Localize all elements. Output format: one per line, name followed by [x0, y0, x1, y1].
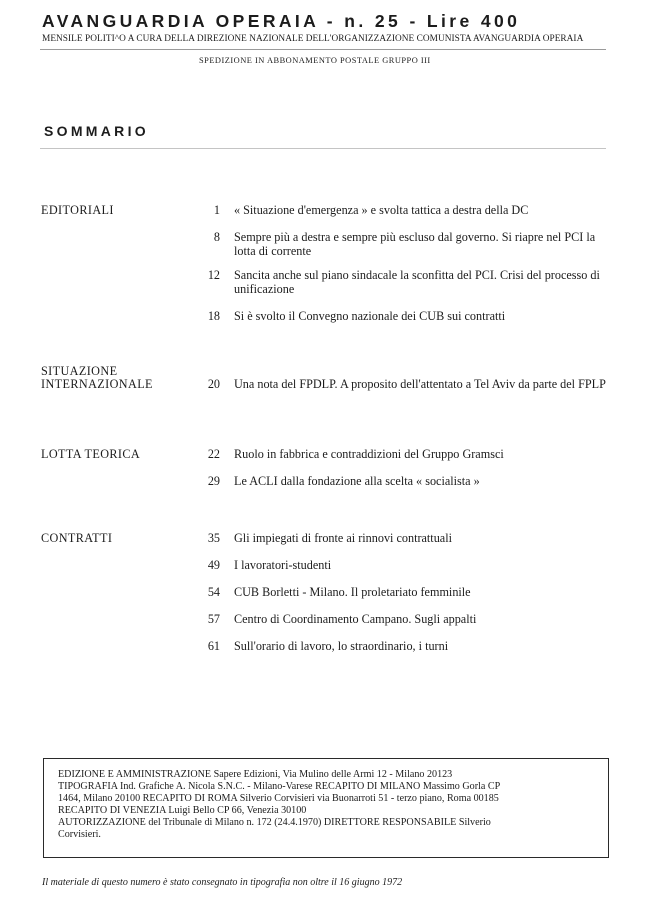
toc-page-number: 22	[207, 447, 220, 461]
imprint-line: RECAPITO DI VENEZIA Luigi Bello CP 66, Venezia 30100	[58, 805, 307, 816]
toc-page-number: 61	[207, 639, 220, 653]
print-date-note: Il materiale di questo numero è stato consegnato in tipografia non oltre il 16 giugno 1972	[42, 877, 403, 888]
postal-shipping-note: SPEDIZIONE IN ABBONAMENTO POSTALE GRUPPO III	[199, 56, 431, 65]
table-of-contents-heading: SOMMARIO	[44, 123, 149, 139]
imprint-line: AUTORIZZAZIONE del Tribunale di Milano n. 172 (24.4.1970) DIRETTORE RESPONSABILE Silverio	[58, 817, 491, 828]
toc-page-number: 18	[207, 309, 220, 323]
toc-article-title: Sancita anche sul piano sindacale la sconfitta del PCI. Crisi del processo di unificazione	[234, 268, 600, 296]
imprint-box	[43, 758, 609, 858]
toc-article-title: Sull'orario di lavoro, lo straordinario, i turni	[234, 639, 449, 653]
toc-page-number: 57	[207, 612, 220, 626]
toc-page-number: 20	[207, 377, 220, 391]
toc-page-number: 54	[207, 585, 220, 599]
toc-article-title: Ruolo in fabbrica e contraddizioni del Gruppo Gramsci	[234, 447, 504, 461]
toc-article-title: Sempre più a destra e sempre più escluso dal governo. Si riapre nel PCI la lotta di corrente	[234, 230, 596, 258]
toc-article-title: I lavoratori-studenti	[234, 558, 332, 572]
toc-article-title: CUB Borletti - Milano. Il proletariato femminile	[234, 585, 471, 599]
imprint-line: EDIZIONE E AMMINISTRAZIONE Sapere Edizioni, Via Mulino delle Armi 12 - Milano 20123	[58, 769, 453, 780]
toc-article-title: Si è svolto il Convegno nazionale dei CUB sui contratti	[234, 309, 506, 323]
toc-article-title: Le ACLI dalla fondazione alla scelta « socialista »	[234, 474, 480, 488]
toc-article-title: Gli impiegati di fronte ai rinnovi contrattuali	[234, 531, 452, 545]
masthead-rule	[40, 49, 606, 50]
toc-page-number: 12	[207, 268, 220, 282]
imprint-text	[58, 769, 598, 841]
imprint-line: 1464, Milano 20100 RECAPITO DI ROMA Silverio Corvisieri via Buonarroti 51 - terzo piano, Roma 00185	[58, 793, 499, 804]
masthead-subtitle: MENSILE POLITI^O A CURA DELLA DIREZIONE NAZIONALE DELL'ORGANIZZAZIONE COMUNISTA AVANGUARDIA OPERAIA	[42, 34, 584, 44]
toc-article-title: Centro di Coordinamento Campano. Sugli appalti	[234, 612, 477, 626]
section-label-situazione: SITUAZIONE	[41, 364, 118, 378]
imprint-line: TIPOGRAFIA Ind. Grafiche A. Nicola S.N.C. - Milano-Varese RECAPITO DI MILANO Massimo Gorla CP	[58, 781, 501, 792]
section-label-internazionale: INTERNAZIONALE	[41, 377, 153, 391]
toc-page-number: 1	[213, 203, 220, 217]
toc-page-number: 35	[207, 531, 220, 545]
toc-article-title: Una nota del FPDLP. A proposito dell'attentato a Tel Aviv da parte del FPLP	[234, 377, 606, 391]
toc-page-number: 29	[207, 474, 220, 488]
toc-page-number: 8	[213, 230, 220, 244]
section-label-contratti: CONTRATTI	[41, 531, 113, 545]
toc-article-title: « Situazione d'emergenza » e svolta tattica a destra della DC	[234, 203, 529, 217]
masthead-title: AVANGUARDIA OPERAIA - n. 25 - Lire 400	[42, 11, 521, 31]
section-label-lotta-teorica: LOTTA TEORICA	[41, 447, 141, 461]
heading-rule	[40, 148, 606, 149]
section-label-editoriali: EDITORIALI	[41, 203, 114, 217]
toc-page-number: 49	[207, 558, 220, 572]
imprint-line: Corvisieri.	[58, 829, 101, 840]
